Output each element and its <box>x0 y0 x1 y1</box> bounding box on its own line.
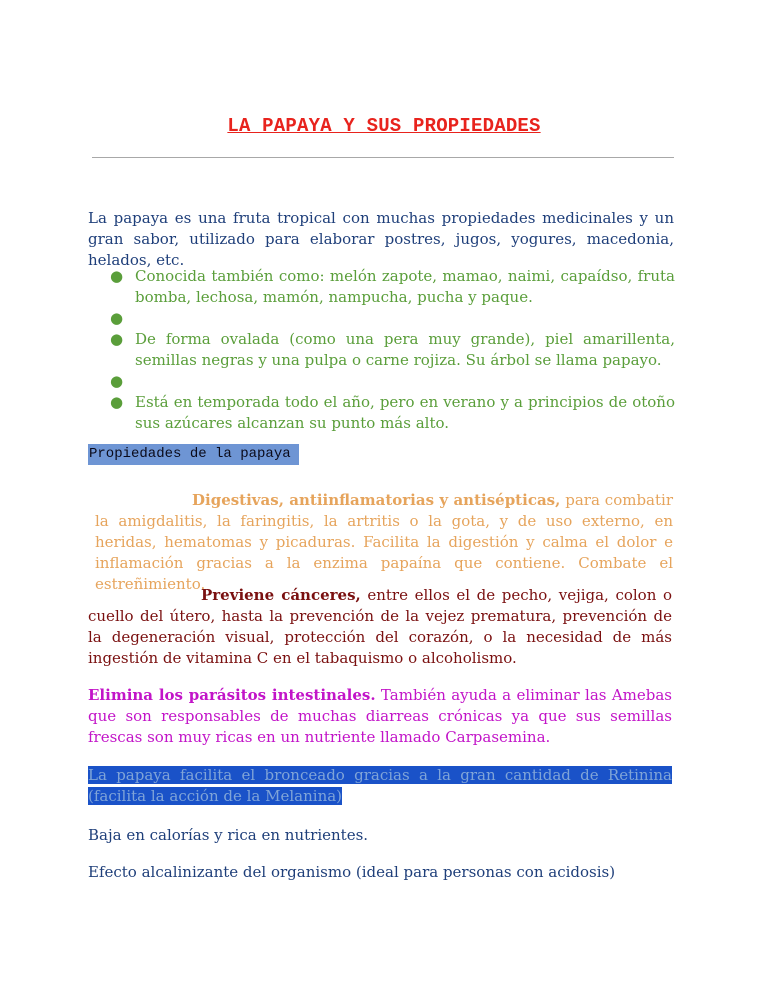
property-text: También ayuda a eliminar las Amebas que son responsables de muchas diarreas crónicas ya que sus semillas frescas son muy ricas en un nutriente llamado Carpasemina. <box>88 686 673 746</box>
title-divider <box>92 157 674 158</box>
bullet-icon: ● <box>110 267 124 285</box>
bullet-icon: ● <box>110 330 124 348</box>
property-lead: Digestivas, antiinflamatorias y antisépticas, <box>192 491 561 509</box>
section-heading: Propiedades de la papaya <box>88 444 299 465</box>
list-item-text: Conocida también como: melón zapote, mamao, naimi, capaídso, fruta bomba, lechosa, mamón, nampucha, pucha y paque. <box>135 267 675 306</box>
property-cancer <box>88 585 672 669</box>
property-lead: Previene cánceres, <box>201 586 361 604</box>
bullet-icon: ● <box>110 309 124 327</box>
property-tanning <box>88 765 672 807</box>
property-text: para combatir la amigdalitis, la faringitis, la artritis o la gota, y de uso externo, en heridas, hematomas y picaduras. Facilita la digestión y calma el dolor e inflamación gracias a la enzima papaína que contiene. Combate el estreñimiento. <box>95 491 673 593</box>
intro-paragraph: La papaya es una fruta tropical con muchas propiedades medicinales y un gran sabor, utilizado para elaborar postres, jugos, yogures, macedonia, helados, etc. <box>88 209 674 269</box>
list-item <box>110 308 675 329</box>
property-parasites <box>88 685 672 748</box>
highlighted-text: La papaya facilita el bronceado gracias a la gran cantidad de Retinina (facilita la acción de la Melanina) <box>88 766 672 805</box>
property-lead: Elimina los parásitos intestinales. <box>88 686 376 704</box>
list-item <box>110 371 675 392</box>
bullet-icon: ● <box>110 372 124 390</box>
list-item <box>110 329 675 371</box>
bullet-icon: ● <box>110 393 124 411</box>
property-alkaline: Efecto alcalinizante del organismo (ideal para personas con acidosis) <box>88 863 616 881</box>
bullet-list <box>110 266 675 434</box>
property-text: entre ellos el de pecho, vejiga, colon o cuello del útero, hasta la prevención de la vejez prematura, prevención de la degeneración visual, protección del corazón, o la necesidad de más ingestión de vitamina C en el tabaquismo o alcoholismo. <box>88 586 672 667</box>
list-item <box>110 392 675 434</box>
page-title: LA PAPAYA Y SUS PROPIEDADES <box>227 115 541 137</box>
list-item <box>110 266 675 308</box>
property-calories: Baja en calorías y rica en nutrientes. <box>88 826 369 844</box>
list-item-text: Está en temporada todo el año, pero en verano y a principios de otoño sus azúcares alcanzan su punto más alto. <box>135 393 675 432</box>
property-digestive <box>95 490 673 595</box>
list-item-text: De forma ovalada (como una pera muy grande), piel amarillenta, semillas negras y una pulpa o carne rojiza. Su árbol se llama papayo. <box>135 330 675 369</box>
